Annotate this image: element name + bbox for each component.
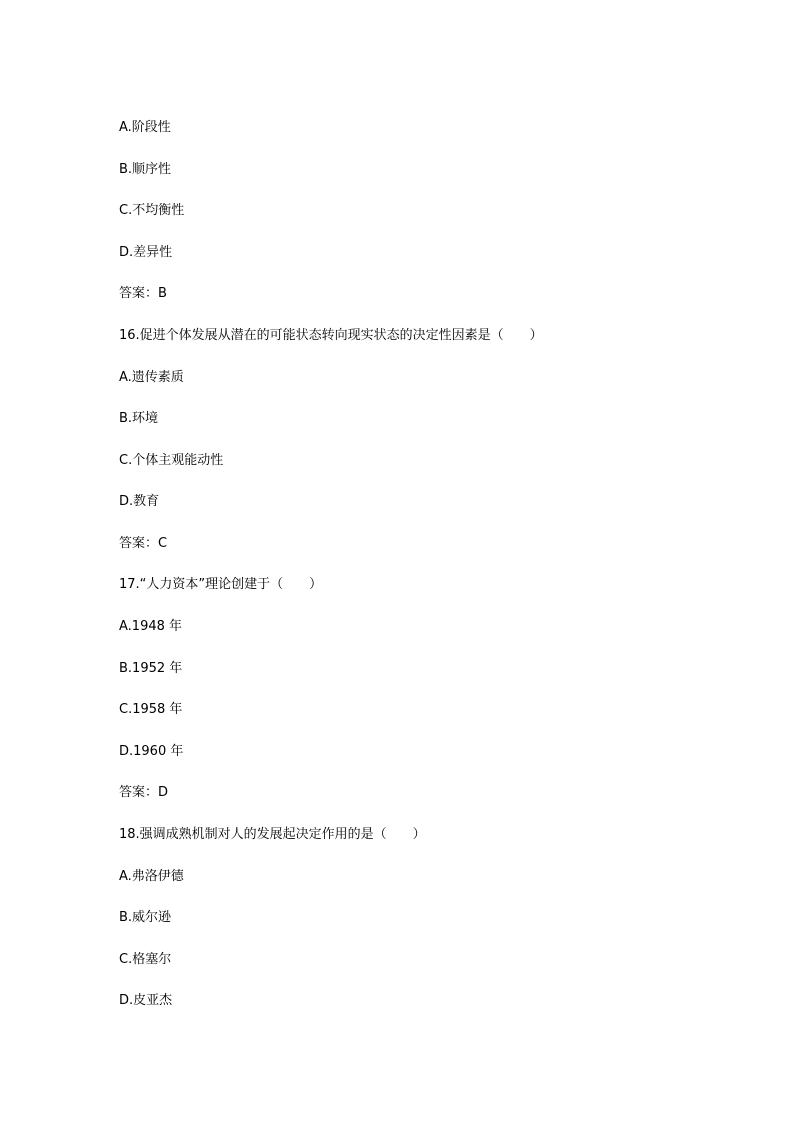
option-c-q16: C.个体主观能动性: [119, 453, 224, 468]
question-18: 18.强调成熟机制对人的发展起决定作用的是（ ）: [119, 827, 426, 842]
question-17: 17.“人力资本”理论创建于（ ）: [119, 577, 323, 592]
option-b-q16: B.环境: [119, 411, 159, 426]
option-a-q15: A.阶段性: [119, 120, 171, 135]
option-b-q15: B.顺序性: [119, 162, 172, 177]
option-d-q18: D.皮亚杰: [119, 993, 173, 1008]
option-c-q15: C.不均衡性: [119, 203, 185, 218]
option-a-q18: A.弗洛伊德: [119, 869, 184, 884]
answer-q17: 答案：D: [119, 785, 169, 800]
answer-q15: 答案：B: [119, 286, 167, 301]
option-c-q18: C.格塞尔: [119, 952, 172, 967]
option-b-q18: B.威尔逊: [119, 910, 172, 925]
question-16: 16.促进个体发展从潜在的可能状态转向现实状态的决定性因素是（ ）: [119, 328, 543, 343]
option-a-q16: A.遗传素质: [119, 370, 184, 385]
option-d-q15: D.差异性: [119, 245, 173, 260]
option-b-q17: B.1952 年: [119, 661, 183, 676]
option-c-q17: C.1958 年: [119, 702, 183, 717]
option-a-q17: A.1948 年: [119, 619, 183, 634]
answer-q16: 答案：C: [119, 536, 168, 551]
option-d-q17: D.1960 年: [119, 744, 184, 759]
option-d-q16: D.教育: [119, 494, 160, 509]
